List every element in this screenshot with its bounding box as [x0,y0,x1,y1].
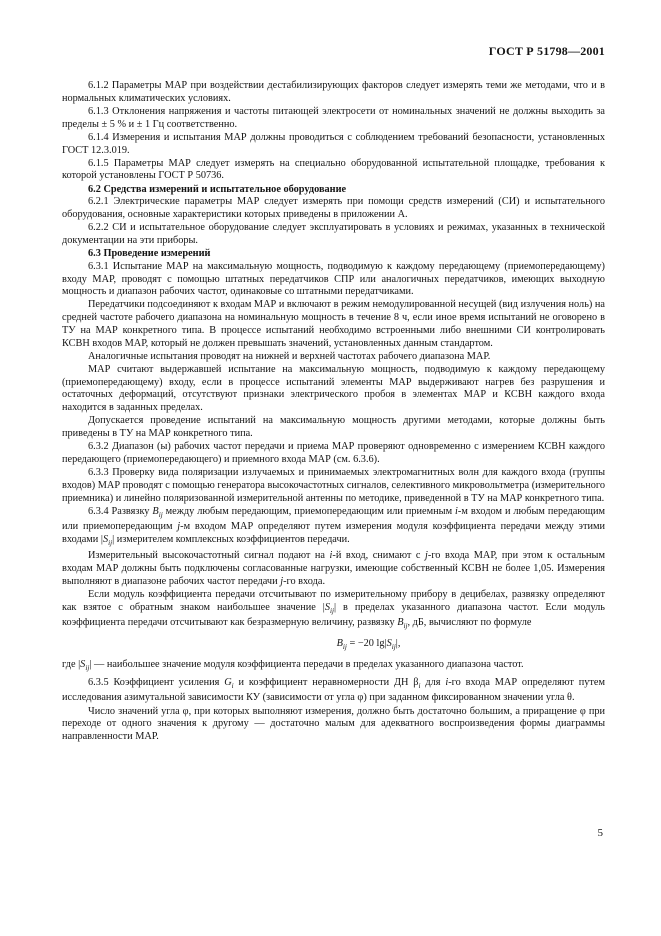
paragraph-6-1-2: 6.1.2 Параметры МАР при воздействии дестабилизирующих факторов следует измерять теми же методами, что и в нормальных климатических условиях. [62,80,605,104]
section-heading-6-2: 6.2 Средства измерений и испытательное оборудование [88,183,347,195]
paragraph-transmitters: Передатчики подсоединяют к входам МАР и включают в режим немодулированной несущей (вид излучения ноль) на средней частоте рабочего диапазона на номинальную мощность в течение 8 ч, если иное время испытаний не оговорено в ТУ на МАР конкретного типа. В процессе испытаний необходимо встроенными либо внешними СИ контролировать КСВН входов МАР, который не должен превышать значений, установленных данным стандартом. [62,299,605,349]
paragraph-6-3-5: 6.3.5 Коэффициент усиления $G_i$ и коэффициент неравномерности ДН $\beta_i$ для i-го входа МАР определяют путем исследования азимутальной зависимости КУ (зависимости от угла φ) при заданном фиксированном значении угла θ. [62,676,606,704]
page-number: 5 [597,827,603,839]
paragraph-6-2-1: 6.2.1 Электрические параметры МАР следует измерять при помощи средств измерений (СИ) и испытательного оборудования, основные характеристики которых приведены в приложении А. [62,196,605,221]
paragraph-6-2-2: 6.2.2 СИ и испытательное оборудование следует эксплуатировать в условиях и режимах, указанных в технической документации на эти приборы. [62,222,605,246]
paragraph-measuring-signal: Измерительный высокочастотный сигнал подают на i-й вход, снимают с j-го входа МАР, при этом к остальным входам МАР должны быть подключены согласованные нагрузки, имеющие собственный КСВН не более 1,05. Измерения выполняют в диапазоне рабочих частот передачи j-го входа. [62,550,605,587]
isolation-formula: $B_{ij} = -20$ $\lg|S_{ij}|$, [336,638,401,652]
paragraph-angle-values: Число значений угла φ, при которых выполняют измерения, должно быть достаточно большим, а приращение φ при переходе от одного значения к другому — достаточно малым для адекватного воспроизведения формы диаграммы направленности МАР. [62,705,605,743]
paragraph-6-3-1: 6.3.1 Испытание МАР на максимальную мощность, подводимую к каждому передающему (приемопередающему) входу МАР, проводят с помощью штатных передатчиков СПР или аналогичных передатчиков, имеющих выходную мощность и диапазон рабочих частот, одинаковые со штатными передатчиками. [62,260,605,298]
section-heading-6-3: 6.3 Проведение измерений [88,248,211,260]
paragraph-decibel: Если модуль коэффициента передачи отсчитывают по измерительному прибору в децибелах, развязку определяют как взятое с обратным знаком наибольшее значение $|S_{ij}|$ в пределах указанного диапазона частот. Если модуль коэффициента передачи отсчитывают как безразмерную величину, развязку $B_{ij}$, дБ, вычисляют по формуле [62,589,605,631]
paragraph-similar-tests: Аналогичные испытания проводят на нижней и верхней частотах рабочего диапазона МАР. [88,350,491,362]
paragraph-6-1-5: 6.1.5 Параметры МАР следует измерять на специально оборудованной испытательной площадке, требования к которой установлены ГОСТ Р 50736. [62,157,605,182]
paragraph-passed-test: МАР считают выдержавшей испытание на максимальную мощность, подводимую к каждому передающему (приемопередающему) входу, если в процессе испытаний элементы МАР выдерживают нагрев без разрушения и остаточных деформаций, отсутствуют признаки электрического пробоя в элементах МАР и КСВН каждого входа находится в заданных пределах. [62,363,605,414]
paragraph-6-3-3: 6.3.3 Проверку вида поляризации излучаемых и принимаемых электромагнитных волн для каждого входа (группы входов) МАР проводят с помощью генератора высокочастотных сигналов, селективного микровольтметра (измерительного приемника) и линейно поляризованной измерительной антенны по методике, приведенной в ТУ на МАР конкретного типа. [62,467,605,504]
paragraph-other-methods: Допускается проведение испытаний на максимальную мощность другими методами, которые должны быть приведены в ТУ на МАР конкретного типа. [62,415,605,439]
document-body [62,80,605,744]
document-header: ГОСТ Р 51798—2001 [488,44,605,58]
paragraph-6-3-4: 6.3.4 Развязку $B_{ij}$ между любым передающим, приемопередающим или приемным i-м входом и любым передающим или приемопередающим j-м входом МАР определяют путем измерения модуля коэффициента передачи между этими входами $|S_{ij}|$ измерителем комплексных коэффициентов передачи. [62,505,606,548]
paragraph-6-1-4: 6.1.4 Измерения и испытания МАР должны проводиться с соблюдением требований безопасности, установленных ГОСТ 12.3.019. [62,131,605,156]
formula-legend: где $|S_{ij}|$ — наибольшее значение модуля коэффициента передачи в пределах указанного диапазона частот. [62,658,524,673]
paragraph-6-3-2: 6.3.2 Диапазон (ы) рабочих частот передачи и приема МАР проверяют одновременно с измерением КСВН каждого передающего (приемопередающего) и приемного входа МАР (см. 6.3.6). [62,441,605,465]
paragraph-6-1-3: 6.1.3 Отклонения напряжения и частоты питающей электросети от номинальных значений не должны выходить за пределы ± 5 % и ± 1 Гц соответственно. [62,105,605,130]
